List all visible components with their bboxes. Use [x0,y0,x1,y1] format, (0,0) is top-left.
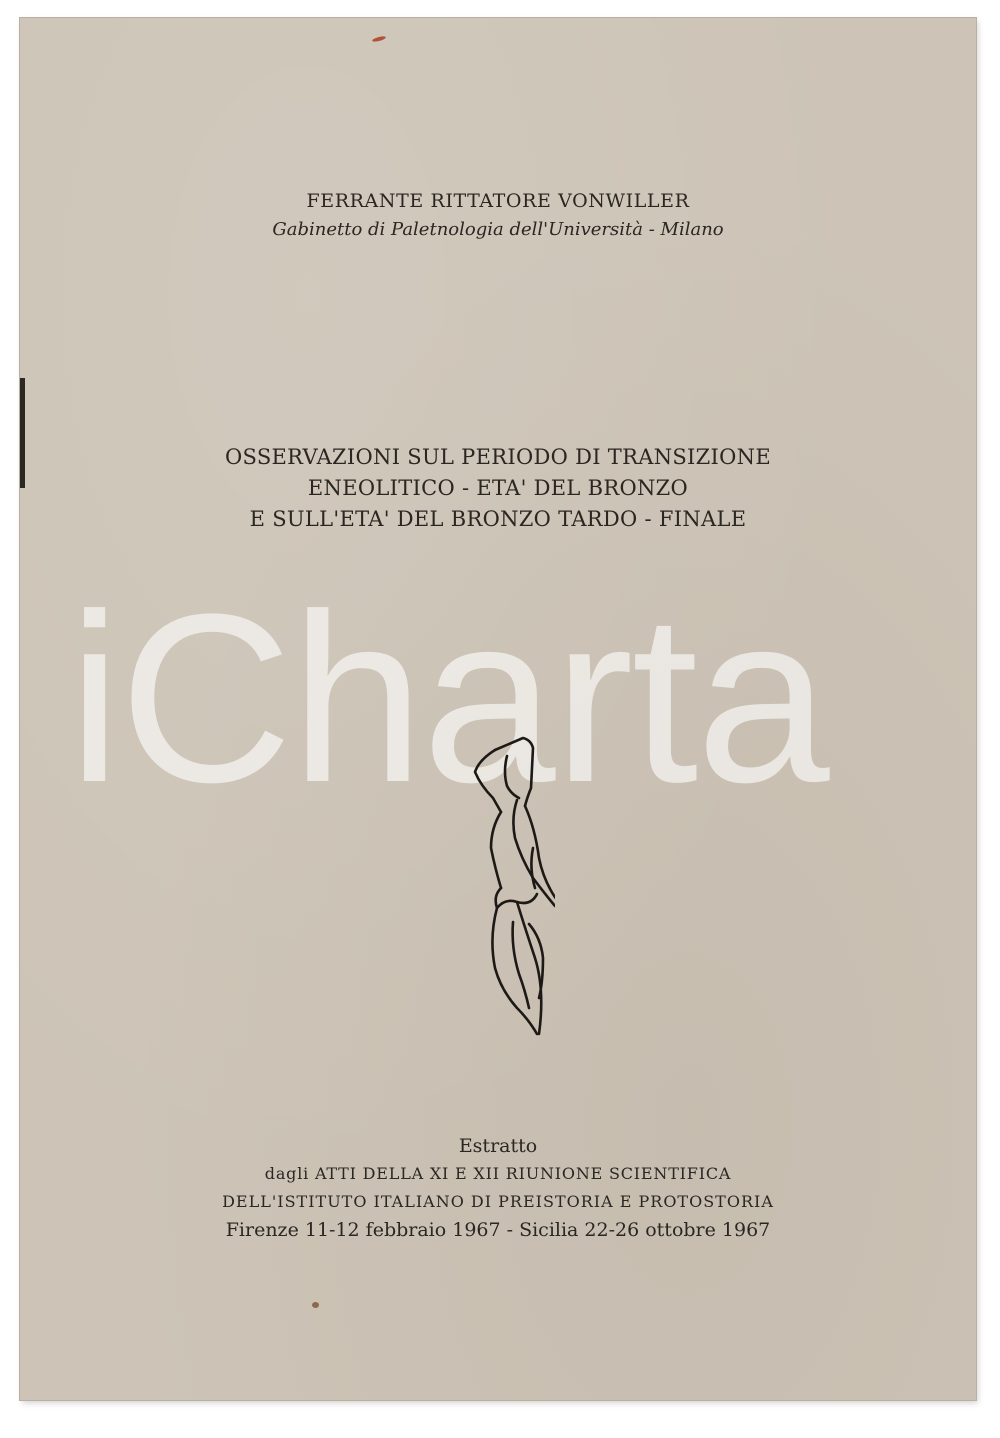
ink-spot [372,35,387,42]
proceedings-line-1 [20,1164,976,1183]
document-cover [20,18,976,1400]
author-name: FERRANTE RITTATORE VONWILLER [306,190,690,212]
extract-label: Estratto [458,1135,538,1157]
title-line-3: E SULL'ETA' DEL BRONZO TARDO - FINALE [249,507,747,531]
event-dates: Firenze 11-12 febbraio 1967 - Sicilia 22-26 ottobre 1967 [225,1219,771,1241]
proceedings-prefix: dagli [264,1164,310,1183]
title-line-1: OSSERVAZIONI SUL PERIODO DI TRANSIZIONE [225,445,771,469]
title-line-2: ENEOLITICO - ETA' DEL BRONZO [307,476,689,500]
watermark-logo: iCharta [68,564,828,832]
document-title [20,442,976,535]
proceedings-title: ATTI DELLA XI E XII RIUNIONE SCIENTIFICA [314,1164,732,1183]
figurine-line-drawing-icon [445,728,555,1038]
proceedings-line-2: DELL'ISTITUTO ITALIANO DI PREISTORIA E PROTOSTORIA [222,1192,774,1211]
author-affiliation: Gabinetto di Paletnologia dell'Università - Milano [272,219,724,240]
stain-spot [312,1302,319,1308]
